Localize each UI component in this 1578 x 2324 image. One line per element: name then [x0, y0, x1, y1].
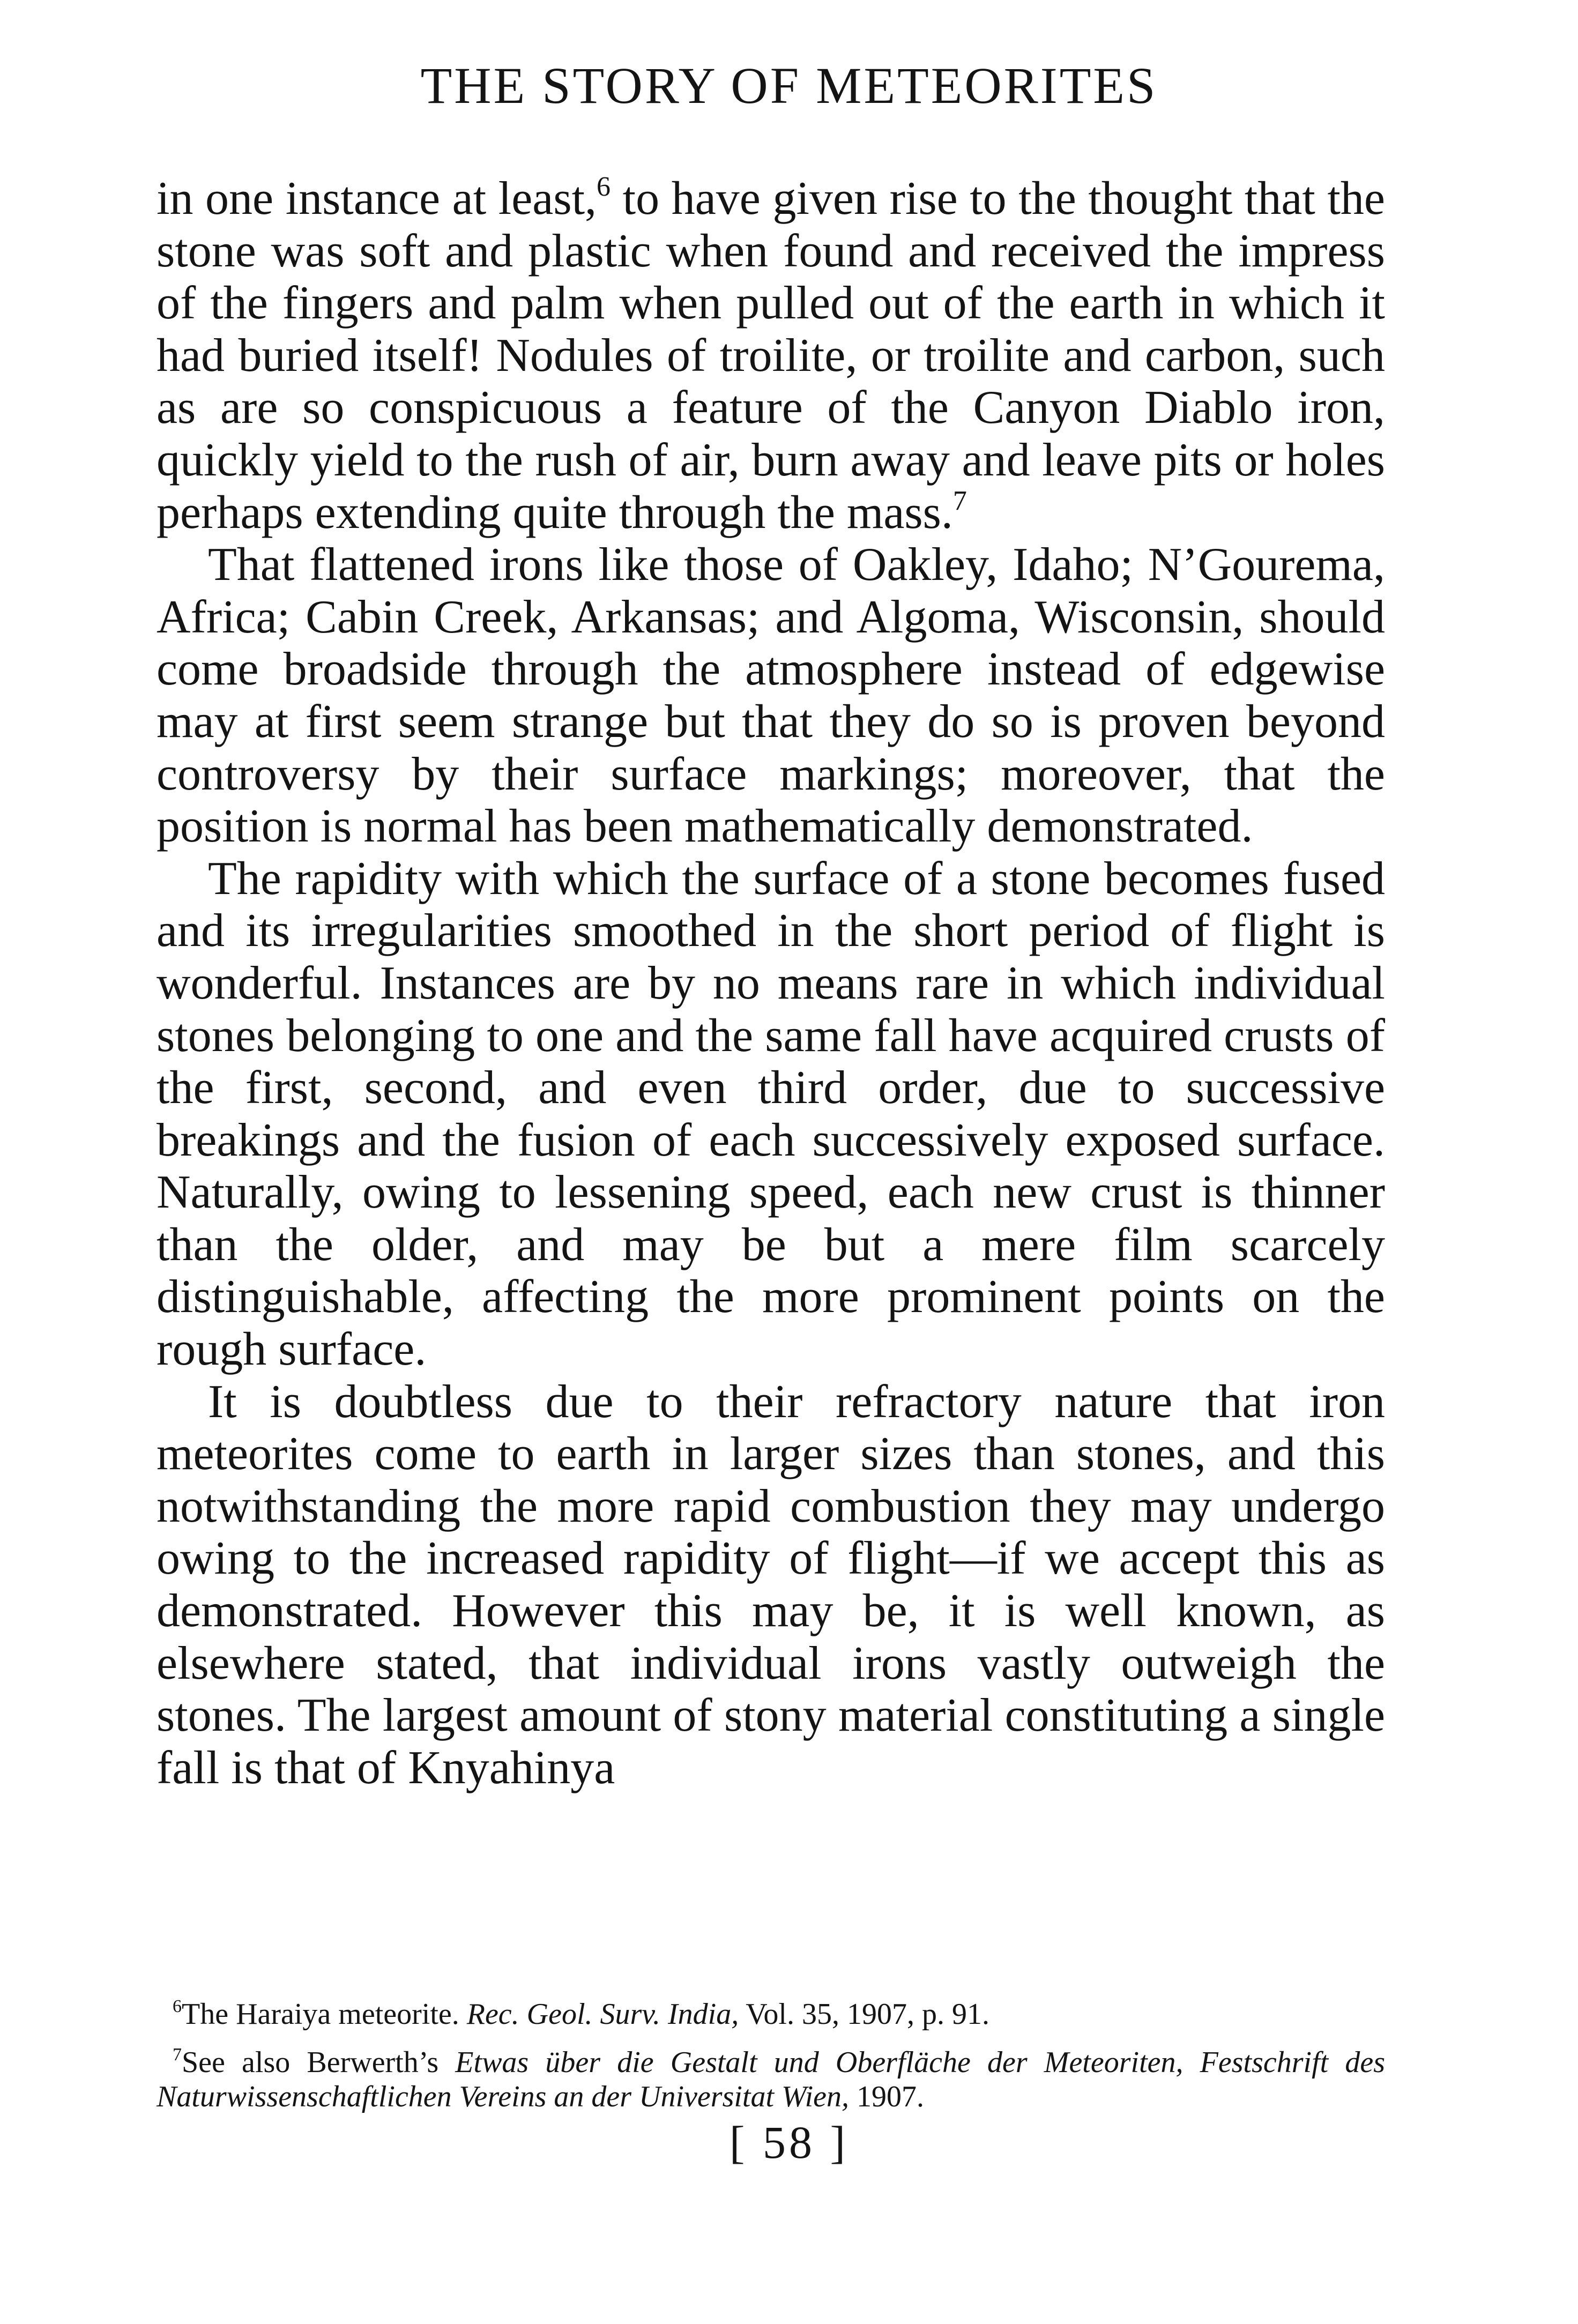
footnote-6 [157, 1997, 1385, 2031]
footnote-6-marker: 6 [173, 1997, 182, 2016]
running-head: THE STORY OF METEORITES [420, 57, 1158, 114]
paragraph-1 [157, 173, 1385, 539]
body-text [157, 173, 1385, 1794]
paragraph-1-text-a: in one instance at least, [157, 173, 597, 225]
paragraph-2: That flattened irons like those of Oakley, Idaho; N’Gourema, Africa; Cabin Creek, Arkansas; and Algoma, Wisconsin, should come broadside through the atmosphere instead of edgewise may at first seem strange but that they do so is proven beyond controversy by their surface markings; moreover, that the position is normal has been mathematically demonstrated. [157, 539, 1385, 853]
footnote-6-text: The Haraiya meteorite. [182, 1998, 467, 2031]
footnotes [157, 1997, 1385, 2128]
footnote-7-text: See also Berwerth’s [182, 2046, 456, 2079]
footnote-7-details: 1907. [849, 2080, 925, 2113]
footnote-7-citation: Etwas über die Gestalt und Oberfläche der Meteoriten, Festschrift des Naturwissenschaftlichen Vereins an der Universitat Wien, [157, 2046, 1385, 2113]
page-number: [ 58 ] [729, 2117, 849, 2168]
footnote-ref-6: 6 [597, 172, 611, 202]
paragraph-1-text-b: to have given rise to the thought that the stone was soft and plastic when found and received the impress of the fingers and palm when pulled out of the earth in which it had buried itself! Nodules of troilite, or troilite and carbon, such as are so conspicuous a feature of the Canyon Diablo iron, quickly yield to the rush of air, burn away and leave pits or holes perhaps extending quite through the mass. [157, 173, 1385, 539]
footnote-7 [157, 2045, 1385, 2114]
paragraph-3: The rapidity with which the surface of a stone becomes fused and its irregularities smoothed in the short period of flight is wonderful. Instances are by no means rare in which individual stones belonging to one and the same fall have acquired crusts of the first, second, and even third order, due to successive breakings and the fusion of each successively exposed surface. Naturally, owing to lessening speed, each new crust is thinner than the older, and may be but a mere film scarcely distinguishable, affecting the more prominent points on the rough surface. [157, 852, 1385, 1376]
footnote-6-citation: Rec. Geol. Surv. India, [466, 1998, 739, 2031]
footnote-ref-7: 7 [952, 485, 967, 516]
footnote-6-details: Vol. 35, 1907, p. 91. [739, 1998, 989, 2031]
footnote-7-marker: 7 [173, 2045, 182, 2065]
paragraph-4: It is doubtless due to their refractory nature that iron meteorites come to earth in larger sizes than stones, and this notwithstanding the more rapid combustion they may undergo owing to the increased rapidity of flight—if we accept this as demonstrated. However this may be, it is well known, as elsewhere stated, that individual irons vastly outweigh the stones. The largest amount of stony material constituting a single fall is that of Knyahinya [157, 1375, 1385, 1794]
